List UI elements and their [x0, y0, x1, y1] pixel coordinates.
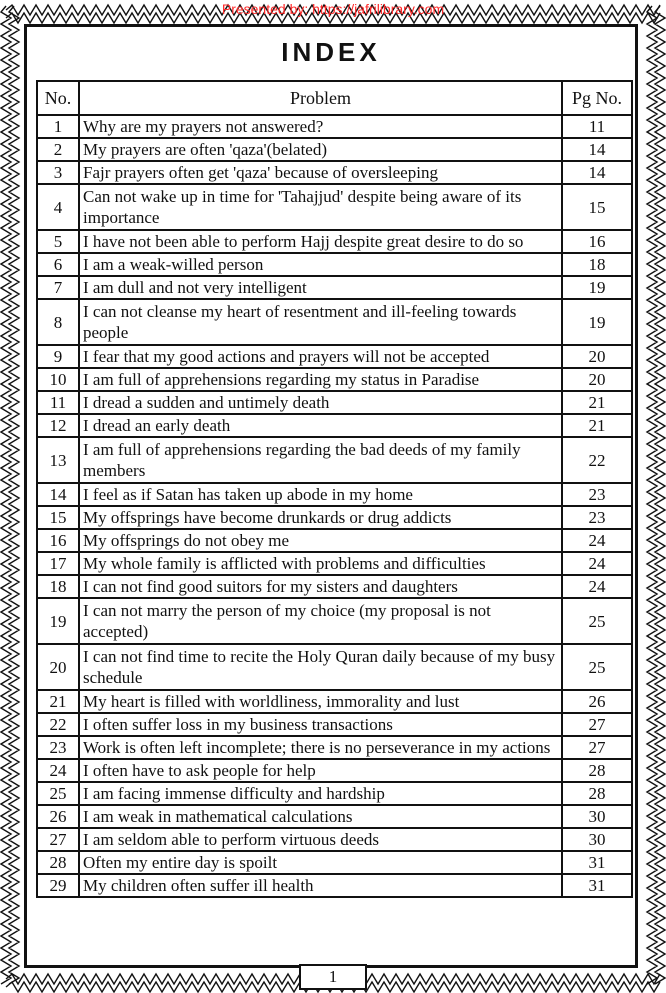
table-row: [37, 368, 632, 391]
row-problem-cell: Fajr prayers often get 'qaza' because of oversleeping: [79, 161, 562, 184]
table-row: [37, 736, 632, 759]
row-problem-cell: I am full of apprehensions regarding my status in Paradise: [79, 368, 562, 391]
row-page-cell: 19: [562, 276, 632, 299]
table-row: [37, 391, 632, 414]
row-problem-cell: I fear that my good actions and prayers will not be accepted: [79, 345, 562, 368]
row-page-cell: 16: [562, 230, 632, 253]
row-page-cell: 23: [562, 483, 632, 506]
row-page-cell: 31: [562, 851, 632, 874]
table-row: [37, 759, 632, 782]
table-row: [37, 115, 632, 138]
table-row: [37, 690, 632, 713]
table-row: [37, 345, 632, 368]
row-page-cell: 19: [562, 299, 632, 345]
table-row: [37, 713, 632, 736]
row-page-cell: 18: [562, 253, 632, 276]
row-number-cell: 27: [37, 828, 79, 851]
row-problem-cell: I often suffer loss in my business transactions: [79, 713, 562, 736]
row-number-cell: 25: [37, 782, 79, 805]
row-problem-cell: My offsprings do not obey me: [79, 529, 562, 552]
table-row: [37, 828, 632, 851]
row-problem-cell: My whole family is afflicted with problems and difficulties: [79, 552, 562, 575]
table-row: [37, 506, 632, 529]
table-row: [37, 414, 632, 437]
table-row: [37, 529, 632, 552]
row-number-cell: 10: [37, 368, 79, 391]
row-page-cell: 30: [562, 805, 632, 828]
row-number-cell: 7: [37, 276, 79, 299]
row-problem-cell: I dread an early death: [79, 414, 562, 437]
watermark-text: Presented by: https://jafrilibrary.com: [221, 1, 445, 17]
row-page-cell: 24: [562, 552, 632, 575]
row-problem-cell: I dread a sudden and untimely death: [79, 391, 562, 414]
row-problem-cell: I am facing immense difficulty and hardship: [79, 782, 562, 805]
table-row: [37, 437, 632, 483]
row-page-cell: 25: [562, 598, 632, 644]
row-page-cell: 24: [562, 529, 632, 552]
table-row: [37, 230, 632, 253]
row-problem-cell: I am weak in mathematical calculations: [79, 805, 562, 828]
row-problem-cell: I am seldom able to perform virtuous deeds: [79, 828, 562, 851]
row-problem-cell: My offsprings have become drunkards or drug addicts: [79, 506, 562, 529]
table-row: [37, 782, 632, 805]
row-number-cell: 8: [37, 299, 79, 345]
row-page-cell: 28: [562, 759, 632, 782]
row-problem-cell: I can not find time to recite the Holy Quran daily because of my busy schedule: [79, 644, 562, 690]
row-page-cell: 30: [562, 828, 632, 851]
row-page-cell: 22: [562, 437, 632, 483]
row-number-cell: 26: [37, 805, 79, 828]
row-page-cell: 26: [562, 690, 632, 713]
row-number-cell: 16: [37, 529, 79, 552]
row-page-cell: 21: [562, 391, 632, 414]
row-page-cell: 14: [562, 161, 632, 184]
row-number-cell: 17: [37, 552, 79, 575]
row-number-cell: 24: [37, 759, 79, 782]
row-page-cell: 27: [562, 736, 632, 759]
row-page-cell: 27: [562, 713, 632, 736]
row-number-cell: 19: [37, 598, 79, 644]
row-number-cell: 14: [37, 483, 79, 506]
row-page-cell: 20: [562, 345, 632, 368]
table-row: [37, 138, 632, 161]
row-number-cell: 1: [37, 115, 79, 138]
table-row: [37, 874, 632, 897]
row-number-cell: 21: [37, 690, 79, 713]
row-problem-cell: My prayers are often 'qaza'(belated): [79, 138, 562, 161]
index-table: [36, 80, 633, 898]
row-problem-cell: I feel as if Satan has taken up abode in my home: [79, 483, 562, 506]
table-row: [37, 161, 632, 184]
row-number-cell: 12: [37, 414, 79, 437]
row-page-cell: 21: [562, 414, 632, 437]
row-page-cell: 24: [562, 575, 632, 598]
header-problem: Problem: [79, 81, 562, 115]
row-number-cell: 28: [37, 851, 79, 874]
row-number-cell: 6: [37, 253, 79, 276]
row-page-cell: 23: [562, 506, 632, 529]
row-problem-cell: Work is often left incomplete; there is no perseverance in my actions: [79, 736, 562, 759]
row-number-cell: 4: [37, 184, 79, 230]
row-page-cell: 25: [562, 644, 632, 690]
row-page-cell: 11: [562, 115, 632, 138]
table-row: [37, 552, 632, 575]
table-row: [37, 483, 632, 506]
row-number-cell: 11: [37, 391, 79, 414]
row-number-cell: 9: [37, 345, 79, 368]
row-page-cell: 14: [562, 138, 632, 161]
row-problem-cell: I am dull and not very intelligent: [79, 276, 562, 299]
page-title: INDEX: [281, 37, 381, 67]
table-header-row: [37, 81, 632, 115]
header-no: No.: [37, 81, 79, 115]
row-problem-cell: Can not wake up in time for 'Tahajjud' despite being aware of its importance: [79, 184, 562, 230]
row-number-cell: 29: [37, 874, 79, 897]
row-number-cell: 23: [37, 736, 79, 759]
table-row: [37, 276, 632, 299]
row-number-cell: 15: [37, 506, 79, 529]
row-number-cell: 22: [37, 713, 79, 736]
row-page-cell: 20: [562, 368, 632, 391]
row-problem-cell: Often my entire day is spoilt: [79, 851, 562, 874]
row-page-cell: 15: [562, 184, 632, 230]
row-page-cell: 28: [562, 782, 632, 805]
row-problem-cell: I can not marry the person of my choice (my proposal is not accepted): [79, 598, 562, 644]
header-page: Pg No.: [562, 81, 632, 115]
table-row: [37, 575, 632, 598]
row-number-cell: 3: [37, 161, 79, 184]
table-row: [37, 851, 632, 874]
table-row: [37, 253, 632, 276]
row-number-cell: 5: [37, 230, 79, 253]
row-problem-cell: Why are my prayers not answered?: [79, 115, 562, 138]
table-row: [37, 805, 632, 828]
row-problem-cell: I can not find good suitors for my sisters and daughters: [79, 575, 562, 598]
row-number-cell: 2: [37, 138, 79, 161]
table-row: [37, 184, 632, 230]
row-problem-cell: I can not cleanse my heart of resentment and ill-feeling towards people: [79, 299, 562, 345]
page-number: 1: [299, 964, 367, 990]
table-row: [37, 299, 632, 345]
row-problem-cell: I am a weak-willed person: [79, 253, 562, 276]
row-problem-cell: I am full of apprehensions regarding the bad deeds of my family members: [79, 437, 562, 483]
row-number-cell: 18: [37, 575, 79, 598]
row-problem-cell: I have not been able to perform Hajj despite great desire to do so: [79, 230, 562, 253]
row-problem-cell: My heart is filled with worldliness, immorality and lust: [79, 690, 562, 713]
row-problem-cell: I often have to ask people for help: [79, 759, 562, 782]
table-row: [37, 644, 632, 690]
row-number-cell: 13: [37, 437, 79, 483]
row-number-cell: 20: [37, 644, 79, 690]
row-page-cell: 31: [562, 874, 632, 897]
row-problem-cell: My children often suffer ill health: [79, 874, 562, 897]
table-row: [37, 598, 632, 644]
index-panel: [24, 24, 638, 968]
